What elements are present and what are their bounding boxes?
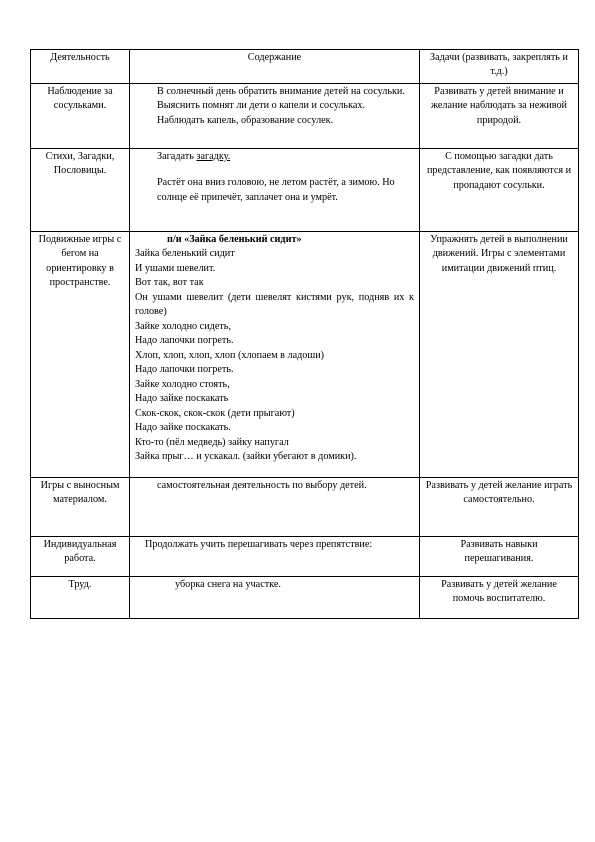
- activity-cell: Стихи, Загадки, Пословицы.: [31, 148, 130, 231]
- game-line: Зайке холодно сидеть,: [135, 320, 231, 332]
- content-text: самостоятельная деятельность по выбору детей.: [157, 479, 367, 491]
- content-cell: [130, 231, 420, 477]
- activity-cell: Наблюдение за сосульками.: [31, 83, 130, 148]
- game-line: Надо зайке поскакать.: [135, 422, 231, 434]
- game-line: И ушами шевелит.: [135, 262, 216, 274]
- header-task: Задачи (развивать, закреплять и т.д.): [420, 50, 579, 84]
- riddle-link[interactable]: загадку.: [196, 150, 231, 162]
- game-line: Зайка прыг… и ускакал. (зайки убегают в домики).: [135, 451, 357, 463]
- table-row: [31, 83, 579, 148]
- game-line: Хлоп, хлоп, хлоп, хлоп (хлопаем в ладоши): [135, 349, 325, 361]
- table-row: [31, 576, 579, 618]
- content-text: В солнечный день обратить внимание детей на сосульки. Выяснить помнят ли дети о капели и сосульках. Наблюдать капель, образование сосулек.: [157, 85, 405, 126]
- content-cell: [130, 148, 420, 231]
- game-title: п/и «Зайка беленький сидит»: [167, 233, 302, 245]
- activity-cell: Труд.: [31, 576, 130, 618]
- activity-plan-table: [30, 49, 579, 619]
- riddle-intro: [135, 150, 414, 164]
- activity-cell: Подвижные игры с бегом на ориентировку в пространстве.: [31, 231, 130, 477]
- table-row: [31, 536, 579, 576]
- game-line: Зайке холодно стоять,: [135, 378, 230, 390]
- content-text: уборка снега на участке.: [175, 578, 281, 590]
- task-cell: Развивать у детей желание помочь воспитателю.: [420, 576, 579, 618]
- task-cell: Развивать у детей внимание и желание наблюдать за неживой природой.: [420, 83, 579, 148]
- table-row: [31, 148, 579, 231]
- task-cell: Развивать у детей желание играть самостоятельно.: [420, 477, 579, 536]
- task-cell: Упражнять детей в выполнении движений. Игры с элементами имитации движений птиц.: [420, 231, 579, 477]
- content-cell: [130, 576, 420, 618]
- content-cell: [130, 83, 420, 148]
- game-line: Кто-то (пёл медведь) зайку напугал: [135, 436, 289, 448]
- content-cell: [130, 477, 420, 536]
- game-line: Вот так, вот так: [135, 277, 204, 289]
- header-activity: Деятельность: [31, 50, 130, 84]
- table-row: [31, 477, 579, 536]
- task-cell: Развивать навыки перешагивания.: [420, 536, 579, 576]
- content-text: Продолжать учить перешагивать через препятствие:: [145, 538, 373, 550]
- activity-cell: Игры с выносным материалом.: [31, 477, 130, 536]
- content-cell: [130, 536, 420, 576]
- game-line: Надо лапочки погреть.: [135, 335, 234, 347]
- riddle-text: Растёт она вниз головою, не летом растёт, а зимою. Но солнце её припечёт, заплачет она и умрёт.: [157, 177, 395, 203]
- game-line: Надо лапочки погреть.: [135, 364, 234, 376]
- game-line: Скок-скок, скок-скок (дети прыгают): [135, 407, 295, 419]
- table-row: [31, 231, 579, 477]
- table-header-row: [31, 50, 579, 84]
- game-line: Зайка беленький сидит: [135, 248, 235, 260]
- header-content: Содержание: [130, 50, 420, 84]
- game-line: Надо зайке поскакать: [135, 393, 229, 405]
- game-line: Он ушами шевелит (дети шевелят кистями рук, подняв их к голове): [135, 291, 414, 318]
- activity-cell: Индивидуальная работа.: [31, 536, 130, 576]
- task-cell: С помощью загадки дать представление, как появляются и пропадают сосульки.: [420, 148, 579, 231]
- riddle-intro-text: Загадать: [157, 150, 197, 162]
